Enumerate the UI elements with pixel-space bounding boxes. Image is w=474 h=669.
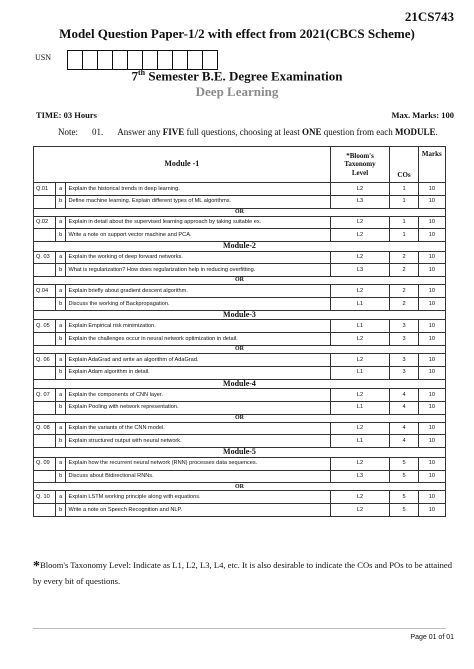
question-marks: 10 bbox=[418, 504, 445, 517]
question-text: Write a note on support vector machine and PCA. bbox=[66, 229, 330, 242]
sub-part: a bbox=[56, 389, 66, 402]
question-marks: 10 bbox=[418, 422, 445, 435]
module-heading-label: Module-4 bbox=[34, 379, 446, 389]
table-row bbox=[34, 435, 446, 448]
question-text: Explain Empirical risk minimization. bbox=[66, 320, 330, 333]
question-marks: 10 bbox=[418, 183, 445, 196]
sub-part: b bbox=[56, 195, 66, 208]
table-row bbox=[34, 366, 446, 379]
note-module: MODULE bbox=[395, 127, 436, 137]
course-outcome: 1 bbox=[390, 195, 418, 208]
course-outcome: 1 bbox=[390, 183, 418, 196]
or-separator bbox=[34, 277, 446, 285]
sub-part: a bbox=[56, 457, 66, 470]
question-text: Explain LSTM working principle along with equations. bbox=[66, 491, 330, 504]
question-number bbox=[34, 435, 56, 448]
footer-text: Bloom's Taxonomy Level: Indicate as L1, L2, L3, L4, etc. It is also desirable to indicate the COs and POs to be attained by every bit of questions. bbox=[33, 560, 453, 586]
question-marks: 10 bbox=[418, 353, 445, 366]
question-number: Q. 03 bbox=[34, 251, 56, 264]
course-outcome: 4 bbox=[390, 435, 418, 448]
usn-box[interactable] bbox=[98, 51, 113, 69]
question-marks: 10 bbox=[418, 435, 445, 448]
table-row bbox=[34, 195, 446, 208]
question-text: Explain AdaGrad and write an algorithm of AdaGrad. bbox=[66, 353, 330, 366]
sub-part: b bbox=[56, 470, 66, 483]
question-marks: 10 bbox=[418, 229, 445, 242]
sub-part: a bbox=[56, 422, 66, 435]
max-marks-label: Max. Marks: 100 bbox=[391, 110, 454, 120]
usn-box[interactable] bbox=[188, 51, 203, 69]
course-outcome: 5 bbox=[390, 491, 418, 504]
usn-boxes bbox=[67, 50, 218, 70]
question-marks: 10 bbox=[418, 298, 445, 311]
sub-part: b bbox=[56, 298, 66, 311]
table-row bbox=[34, 298, 446, 311]
paper-title: Model Question Paper-1/2 with effect from 2021(CBCS Scheme) bbox=[59, 26, 415, 41]
question-text: Explain Pooling with network representation. bbox=[66, 401, 330, 414]
usn-box[interactable] bbox=[83, 51, 98, 69]
question-marks: 10 bbox=[418, 264, 445, 277]
course-outcome: 4 bbox=[390, 389, 418, 402]
bloom-line1: Bloom's bbox=[349, 151, 374, 160]
question-text: Explain the components of CNN layer. bbox=[66, 389, 330, 402]
footer-star: * bbox=[33, 559, 40, 574]
course-outcome: 3 bbox=[390, 320, 418, 333]
question-number bbox=[34, 264, 56, 277]
sub-part: a bbox=[56, 183, 66, 196]
question-table bbox=[33, 146, 446, 517]
course-outcome: 2 bbox=[390, 264, 418, 277]
bloom-level: L2 bbox=[330, 389, 390, 402]
question-text: Explain the working of deep forward networks. bbox=[66, 251, 330, 264]
table-row bbox=[34, 389, 446, 402]
bloom-level: L2 bbox=[330, 504, 390, 517]
bloom-line2: Taxonomy bbox=[344, 160, 376, 169]
subject-title: Deep Learning bbox=[195, 84, 279, 99]
bloom-level: L1 bbox=[330, 366, 390, 379]
question-text: Explain the historical trends in deep learning. bbox=[66, 183, 330, 196]
bloom-level: L3 bbox=[330, 195, 390, 208]
question-marks: 10 bbox=[418, 285, 445, 298]
sub-part: a bbox=[56, 216, 66, 229]
question-number: Q.04 bbox=[34, 285, 56, 298]
exam-title bbox=[0, 68, 474, 84]
bloom-level: L1 bbox=[330, 401, 390, 414]
note-label: Note: bbox=[58, 127, 78, 137]
usn-box[interactable] bbox=[203, 51, 217, 69]
table-row bbox=[34, 504, 446, 517]
module-heading bbox=[34, 242, 446, 252]
note-pre: Answer any bbox=[117, 127, 163, 137]
question-number: Q.01 bbox=[34, 183, 56, 196]
sub-part: a bbox=[56, 285, 66, 298]
question-text: Explain the variants of the CNN model. bbox=[66, 422, 330, 435]
question-number bbox=[34, 298, 56, 311]
footer-note bbox=[33, 558, 453, 588]
note-num: 01. bbox=[92, 127, 104, 137]
course-outcome: 2 bbox=[390, 251, 418, 264]
table-row bbox=[34, 457, 446, 470]
sub-part: b bbox=[56, 435, 66, 448]
or-separator-label: OR bbox=[34, 208, 446, 216]
or-separator bbox=[34, 345, 446, 353]
module-heading-label: Module-5 bbox=[34, 448, 446, 458]
course-outcome: 1 bbox=[390, 216, 418, 229]
sub-part: b bbox=[56, 229, 66, 242]
note-one: ONE bbox=[302, 127, 322, 137]
bloom-level: L2 bbox=[330, 183, 390, 196]
usn-box[interactable] bbox=[158, 51, 173, 69]
question-marks: 10 bbox=[418, 216, 445, 229]
question-marks: 10 bbox=[418, 401, 445, 414]
course-outcome: 5 bbox=[390, 457, 418, 470]
question-marks: 10 bbox=[418, 470, 445, 483]
table-row bbox=[34, 251, 446, 264]
or-separator-label: OR bbox=[34, 483, 446, 491]
course-code: 21CS743 bbox=[404, 9, 454, 24]
course-outcome: 4 bbox=[390, 422, 418, 435]
question-text: Explain briefly about gradient descent algorithm. bbox=[66, 285, 330, 298]
sub-part: a bbox=[56, 353, 66, 366]
course-outcome: 2 bbox=[390, 285, 418, 298]
sub-part: a bbox=[56, 491, 66, 504]
bloom-line3: Level bbox=[351, 168, 369, 177]
bloom-header bbox=[330, 147, 390, 183]
time-label: TIME: 03 Hours bbox=[36, 110, 97, 120]
bloom-level: L2 bbox=[330, 251, 390, 264]
question-number: Q.02 bbox=[34, 216, 56, 229]
bloom-level: L2 bbox=[330, 353, 390, 366]
bloom-level: L2 bbox=[330, 457, 390, 470]
question-marks: 10 bbox=[418, 320, 445, 333]
bloom-level: L1 bbox=[330, 435, 390, 448]
table-row bbox=[34, 422, 446, 435]
note-five: FIVE bbox=[162, 127, 185, 137]
module-heading-label: Module-3 bbox=[34, 310, 446, 320]
table-row bbox=[34, 285, 446, 298]
question-marks: 10 bbox=[418, 491, 445, 504]
exam-semester-num: 7 bbox=[131, 68, 138, 84]
question-number bbox=[34, 504, 56, 517]
question-number bbox=[34, 229, 56, 242]
cos-header: COs bbox=[390, 147, 418, 183]
exam-title-rest: Semester B.E. Degree Examination bbox=[145, 68, 343, 84]
usn-row bbox=[35, 50, 218, 70]
module-heading bbox=[34, 310, 446, 320]
module-heading bbox=[34, 379, 446, 389]
course-outcome: 1 bbox=[390, 229, 418, 242]
sub-part: b bbox=[56, 333, 66, 346]
table-header-row bbox=[34, 147, 446, 183]
or-separator bbox=[34, 414, 446, 422]
page-number: Page 01 of 01 bbox=[410, 634, 454, 641]
table-row bbox=[34, 470, 446, 483]
course-outcome: 4 bbox=[390, 401, 418, 414]
question-text: Explain structured output with neural network. bbox=[66, 435, 330, 448]
question-text: Define machine learning. Explain different types of ML algorithms. bbox=[66, 195, 330, 208]
question-text: Explain Adam algorithm in detail. bbox=[66, 366, 330, 379]
question-marks: 10 bbox=[418, 333, 445, 346]
question-number bbox=[34, 195, 56, 208]
question-number bbox=[34, 401, 56, 414]
usn-box[interactable] bbox=[128, 51, 143, 69]
question-number bbox=[34, 333, 56, 346]
bloom-level: L2 bbox=[330, 422, 390, 435]
course-outcome: 3 bbox=[390, 333, 418, 346]
course-outcome: 3 bbox=[390, 353, 418, 366]
module-1-heading: Module -1 bbox=[34, 147, 331, 183]
question-number bbox=[34, 470, 56, 483]
bloom-level: L1 bbox=[330, 320, 390, 333]
question-text: What is regularization? How does regularization help in reducing overfitting. bbox=[66, 264, 330, 277]
course-outcome: 3 bbox=[390, 366, 418, 379]
question-number bbox=[34, 366, 56, 379]
bloom-level: L2 bbox=[330, 216, 390, 229]
question-number: Q. 09 bbox=[34, 457, 56, 470]
question-text: Explain the challenges occur in neural network optimization in detail. bbox=[66, 333, 330, 346]
question-number: Q. 06 bbox=[34, 353, 56, 366]
bloom-level: L3 bbox=[330, 470, 390, 483]
question-number: Q. 07 bbox=[34, 389, 56, 402]
question-number: Q. 08 bbox=[34, 422, 56, 435]
or-separator-label: OR bbox=[34, 277, 446, 285]
table-row bbox=[34, 183, 446, 196]
table-row bbox=[34, 491, 446, 504]
question-text: Write a note on Speech Recognition and NLP. bbox=[66, 504, 330, 517]
course-outcome: 2 bbox=[390, 298, 418, 311]
usn-box[interactable] bbox=[113, 51, 128, 69]
sub-part: a bbox=[56, 320, 66, 333]
sub-part: b bbox=[56, 401, 66, 414]
note-post: question from each bbox=[321, 127, 395, 137]
question-number: Q. 10 bbox=[34, 491, 56, 504]
table-row bbox=[34, 216, 446, 229]
table-row bbox=[34, 229, 446, 242]
table-row bbox=[34, 353, 446, 366]
usn-box[interactable] bbox=[143, 51, 158, 69]
sub-part: b bbox=[56, 504, 66, 517]
table-row bbox=[34, 264, 446, 277]
bloom-level: L2 bbox=[330, 333, 390, 346]
question-marks: 10 bbox=[418, 457, 445, 470]
question-marks: 10 bbox=[418, 366, 445, 379]
sub-part: b bbox=[56, 366, 66, 379]
or-separator-label: OR bbox=[34, 414, 446, 422]
question-marks: 10 bbox=[418, 195, 445, 208]
usn-label: USN bbox=[35, 53, 52, 62]
note-end: . bbox=[435, 127, 438, 137]
question-text: Discuss the working of Backpropagation. bbox=[66, 298, 330, 311]
question-marks: 10 bbox=[418, 389, 445, 402]
table-row bbox=[34, 401, 446, 414]
question-text: Explain how the recurrent neural network (RNN) processes data sequences. bbox=[66, 457, 330, 470]
table-row bbox=[34, 333, 446, 346]
course-outcome: 5 bbox=[390, 504, 418, 517]
or-separator-label: OR bbox=[34, 345, 446, 353]
course-outcome: 5 bbox=[390, 470, 418, 483]
bloom-level: L3 bbox=[330, 264, 390, 277]
module-heading-label: Module-2 bbox=[34, 242, 446, 252]
note-mid: full questions, choosing at least bbox=[184, 127, 302, 137]
sub-part: b bbox=[56, 264, 66, 277]
note-text bbox=[117, 127, 438, 137]
instruction-note bbox=[58, 127, 438, 137]
sub-part: a bbox=[56, 251, 66, 264]
or-separator bbox=[34, 483, 446, 491]
question-marks: 10 bbox=[418, 251, 445, 264]
bloom-level: L2 bbox=[330, 285, 390, 298]
module-heading bbox=[34, 448, 446, 458]
usn-box[interactable] bbox=[173, 51, 188, 69]
footer-divider bbox=[33, 628, 446, 629]
or-separator bbox=[34, 208, 446, 216]
bloom-level: L2 bbox=[330, 491, 390, 504]
bloom-level: L1 bbox=[330, 298, 390, 311]
marks-header: Marks bbox=[418, 147, 445, 183]
question-text: Explain in detail about the supervised learning approach by taking suitable ex. bbox=[66, 216, 330, 229]
exam-semester-suffix: th bbox=[137, 68, 146, 77]
bloom-level: L2 bbox=[330, 229, 390, 242]
table-row bbox=[34, 320, 446, 333]
question-text: Discuss about Bidirectional RNNs. bbox=[66, 470, 330, 483]
usn-box[interactable] bbox=[68, 51, 83, 69]
bloom-star: * bbox=[346, 151, 350, 160]
question-number: Q. 05 bbox=[34, 320, 56, 333]
